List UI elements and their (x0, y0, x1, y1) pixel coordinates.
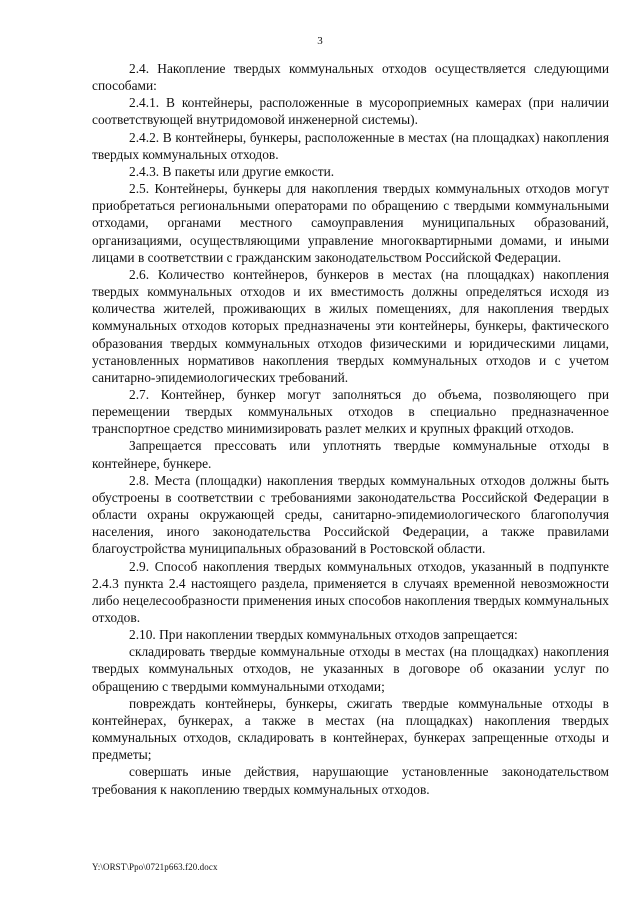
prohibition-item-damage: повреждать контейнеры, бункеры, сжигать твердые коммунальные отходы в контейнерах, бункерах, а также в местах (на площадках) накопления твердых коммунальных отходов, складировать в контейнерах, бункерах запрещенные отходы и предметы; (92, 695, 609, 763)
prohibition-item-storage: складировать твердые коммунальные отходы в местах (на площадках) накопления твердых коммунальных отходов, не указанных в договоре об оказании услуг по обращению с твердыми коммунальными отходами; (92, 644, 609, 694)
paragraph-compaction-ban: Запрещается прессовать или уплотнять твердые коммунальные отходы в контейнере, бункере. (92, 438, 609, 471)
document-body (92, 60, 609, 798)
footer-file-path: Y:\ORST\Ppo\0721p663.f20.docx (92, 862, 218, 872)
paragraph-2-7: 2.7. Контейнер, бункер могут заполняться до объема, позволяющего при перемещении твердых коммунальных отходов в специально предназначенное транспортное средство минимизировать разлет мелких и крупных фракций отходов. (92, 386, 609, 437)
paragraph-2-5: 2.5. Контейнеры, бункеры для накопления твердых коммунальных отходов могут приобретаться региональными операторами по обращению с твердыми коммунальными отходами, органами местного самоуправления муниципальных образований, организациями, осуществляющими управление многоквартирными домами, и иными лицами в соответствии с гражданским законодательством Российской Федерации. (92, 181, 609, 265)
paragraph-2-4-3: 2.4.3. В пакеты или другие емкости. (129, 163, 335, 179)
paragraph-2-4: 2.4. Накопление твердых коммунальных отходов осуществляется следующими способами: (92, 61, 609, 94)
prohibition-item-other: совершать иные действия, нарушающие установленные законодательством требования к накоплению твердых коммунальных отходов. (92, 764, 609, 797)
paragraph-2-6: 2.6. Количество контейнеров, бункеров в местах (на площадках) накопления твердых коммунальных отходов и их вместимость должны определяться исходя из количества жителей, проживающих в жилых помещениях, для накопления твердых коммунальных отходов которых предназначены эти контейнеры, бункеры, фактического образования твердых коммунальных отходов физическими и юридическими лицами, установленных нормативов накопления твердых коммунальных отходов и с учетом санитарно-эпидемиологических требований. (92, 266, 609, 385)
paragraph-2-8: 2.8. Места (площадки) накопления твердых коммунальных отходов должны быть обустроены в соответствии с требованиями законодательства Российской Федерации в области охраны окружающей среды, санитарно-эпидемиологического благополучия населения, иного законодательства Российской Федерации, а также правилами благоустройства муниципальных образований в Ростовской области. (92, 472, 609, 557)
paragraph-2-4-2: 2.4.2. В контейнеры, бункеры, расположенные в местах (на площадках) накопления твердых коммунальных отходов. (92, 129, 609, 162)
page-number: 3 (317, 35, 323, 47)
paragraph-2-4-1: 2.4.1. В контейнеры, расположенные в мусороприемных камерах (при наличии соответствующей внутридомовой инженерной системы). (92, 95, 609, 128)
paragraph-2-10: 2.10. При накоплении твердых коммунальных отходов запрещается: (129, 627, 518, 643)
paragraph-2-9: 2.9. Способ накопления твердых коммунальных отходов, указанный в подпункте 2.4.3 пункта 2.4 настоящего раздела, применяется в случаях временной невозможности либо нецелесообразности применения иных способов накопления твердых коммунальных отходов. (92, 558, 609, 625)
